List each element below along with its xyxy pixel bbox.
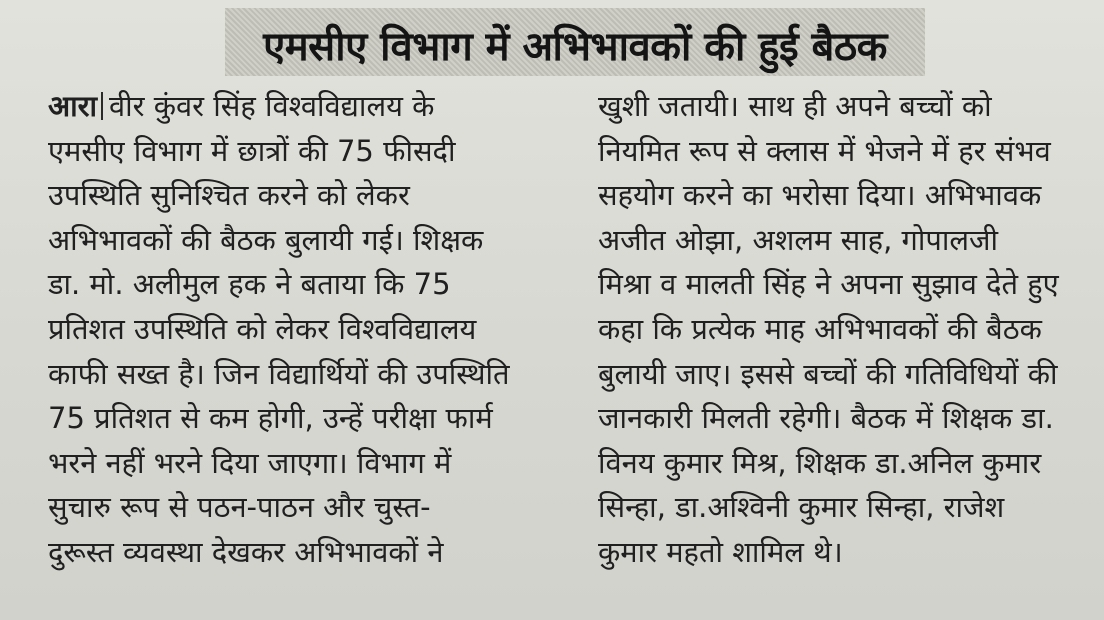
text-line: सुचारु रूप से पठन-पाठन और चुस्त- <box>48 490 431 525</box>
text-line: जानकारी मिलती रहेगी। बैठक में शिक्षक डा. <box>598 401 1054 436</box>
text-line: मिश्रा व मालती सिंह ने अपना सुझाव देते हुए <box>598 267 1059 302</box>
right-column <box>598 84 1098 575</box>
dateline-separator <box>101 92 103 120</box>
text-line: काफी सख्त है। जिन विद्यार्थियों की उपस्थिति <box>48 356 510 391</box>
text-line: बुलायी जाए। इससे बच्चों की गतिविधियों की <box>598 356 1058 391</box>
text-line: एमसीए विभाग में छात्रों की 75 फीसदी <box>48 133 456 168</box>
text-line: सहयोग करने का भरोसा दिया। अभिभावक <box>598 178 1042 213</box>
text-line: डा. मो. अलीमुल हक ने बताया कि 75 <box>48 267 451 302</box>
dateline: आरा <box>48 89 98 123</box>
text-line: अजीत ओझा, अशलम साह, गोपालजी <box>598 222 999 257</box>
text-line: 75 प्रतिशत से कम होगी, उन्हें परीक्षा फार्म <box>48 401 493 436</box>
text-line: विनय कुमार मिश्र, शिक्षक डा.अनिल कुमार <box>598 445 1042 480</box>
text-line: सिन्हा, डा.अश्विनी कुमार सिन्हा, राजेश <box>598 490 1005 525</box>
article-headline: एमसीए विभाग में अभिभावकों की हुई बैठक <box>263 23 887 70</box>
left-column <box>48 84 568 575</box>
text-line: नियमित रूप से क्लास में भेजने में हर संभव <box>598 133 1051 168</box>
first-line <box>48 84 568 129</box>
text-line: अभिभावकों की बैठक बुलायी गई। शिक्षक <box>48 222 484 257</box>
text-line: खुशी जतायी। साथ ही अपने बच्चों को <box>598 89 992 123</box>
text-line: भरने नहीं भरने दिया जाएगा। विभाग में <box>48 445 452 480</box>
text-line: कुमार महतो शामिल थे। <box>598 534 843 569</box>
text-line: दुरूस्त व्यवस्था देखकर अभिभावकों ने <box>48 534 444 569</box>
first-line-text: वीर कुंवर सिंह विश्वविद्यालय के <box>109 89 435 123</box>
text-line: कहा कि प्रत्येक माह अभिभावकों की बैठक <box>598 311 1042 346</box>
text-line: उपस्थिति सुनिश्चित करने को लेकर <box>48 178 410 213</box>
text-line: प्रतिशत उपस्थिति को लेकर विश्वविद्यालय <box>48 311 477 346</box>
